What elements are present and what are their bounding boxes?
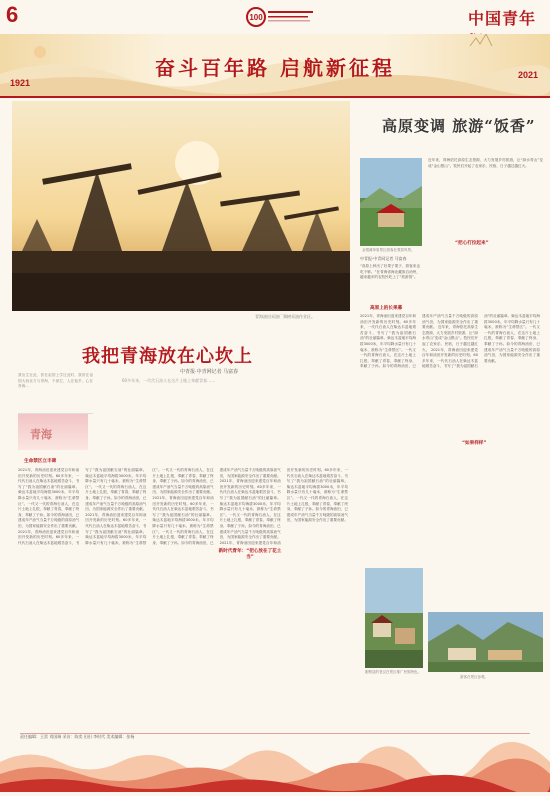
main-body-text-3: 2021年，青海油田迎来建党百年和油田开发新的历史时刻。60多年来，一代代石油人在柴达木盆地艰苦奋斗，书写了“我为祖国献石油”的壮丽篇章。柴达木盆地平均海拔3000米，年平均降水量只有几十毫米，被称为“生命禁区”。一代又一代的青海石油人，在这片土地上扎根，奉献了青春，奉献了终身，奉献了子孙。如今的青海油田，已建成年产油气当量千万吨级的高原油气田，为国家能源安全作出了重要贡献。 (85, 468, 214, 545)
sidebar-subhead-3: “如果样样” (462, 441, 487, 446)
newspaper-name: 中国青年 (468, 9, 537, 28)
main-body-text-2: 2021年，青海油田迎来建党百年和油田开发新的历史时刻。60多年来，一代代石油人在柴达木盆地艰苦奋斗，书写了“我为祖国献石油”的壮丽篇章。柴达木盆地平均海拔3000米，年平均降水量只有几十毫米，被称为“生命禁区”。一代又一代的青海石油人，在这片土地上扎根，奉献了青春，奉献了终身，奉献了子孙。如今的青海油田，已建成年产油气当量千万吨级的高原油气田，为国家能源安全作出了重要贡献。 (18, 468, 147, 545)
main-subhead-2: 新时代青年：“把心放在了花土当” (215, 548, 285, 560)
sidebar-lead (360, 264, 420, 304)
sidebar-body-text-2: 近年来，青海依托高原生态资源，大力发展乡村旅游，让“绿水青山”变成“金山银山”。牧民们开起了农家乐、民宿，日子越过越红火。 (422, 325, 478, 352)
scenic-area-photo (428, 612, 543, 672)
centenary-logo (236, 5, 316, 29)
year-right: 2021 (518, 70, 539, 80)
photo3-caption: 游客在景区参观。 (460, 675, 488, 679)
sidebar-subhead-1: 高原上的长果幕 (370, 306, 403, 311)
photo2-caption: 刚察县的老汉在景区推广民族特色。 (365, 670, 421, 674)
pull-quote: 60多年来，一代代石油人在这片土地上奉献青春…… (122, 378, 216, 383)
main-body-text-1: 2021年，青海油田迎来建党百年和油田开发新的历史时刻。60多年来，一代代石油人在柴达木盆地艰苦奋斗，书写了“我为祖国献石油”的壮丽篇章。柴达木盆地平均海拔3000米，年平均降水量只有几十毫米，被称为“生命禁区”。一代又一代的青海石油人，在这片土地上扎根，奉献了青春，奉献了终身，奉献了子孙。如今的青海油田，已建成年产油气当量千万吨级的高原油气田，为国家能源安全作出了重要贡献。 (18, 468, 80, 528)
main-byline: 中青报·中青网记者 马富春 (180, 369, 239, 375)
sidebar-column-1 (428, 158, 543, 248)
qinghai-label: 青海 (30, 428, 52, 441)
intro-text: 我出生在此，曾在祖国上学过此时，我常在祖国大西北方与青海，不被打，人在他乡，心在青海... (18, 373, 93, 389)
oilfield-photo (12, 101, 350, 311)
main-body-text-5: 2021年，青海油田迎来建党百年和油田开发新的历史时刻。60多年来，一代代石油人在柴达木盆地艰苦奋斗，书写了“我为祖国献石油”的壮丽篇章。柴达木盆地平均海拔3000米，年平均降水量只有几十毫米，被称为“生命禁区”。一代又一代的青海石油人，在这片土地上扎根，奉献了青春，奉献了终身，奉献了子孙。如今的青海油田，已建成年产油气当量千万吨级的高原油气田，为国家能源安全作出了重要贡献。 (219, 479, 281, 540)
editor-credits: 责任编辑：王雷 刘国瑞 采访：陈奕 田田 李时代 美术编辑：张杨 (20, 734, 135, 739)
sidebar-subhead-2: “把心打拉起来” (455, 241, 489, 246)
qinghai-graphic (18, 414, 88, 450)
main-body-columns (18, 468, 348, 723)
sidebar-columns (360, 314, 540, 564)
sidebar-headline: 高原变调 旅游“饭香” (382, 117, 536, 135)
village-photo (365, 568, 423, 668)
main-body-text-6: 2021年，青海油田迎来建党百年和油田开发新的历史时刻。60多年来，一代代石油人在柴达木盆地艰苦奋斗，书写了“我为祖国献石油”的壮丽篇章。柴达木盆地平均海拔3000米，年平均降水量只有几十毫米，被称为“生命禁区”。一代又一代的青海石油人，在这片土地上扎根，奉献了青春，奉献了终身，奉献了子孙。如今的青海油田，已建成年产油气当量千万吨级的高原油气田，为国家能源安全作出了重要贡献。 (219, 468, 348, 545)
svg-text:100: 100 (249, 13, 263, 22)
photo-caption: 青海油田采油厂郑树采油作业区。 (255, 314, 315, 319)
sidebar-body-text: 2021年，青海油田迎来建党百年和油田开发新的历史时刻。60多年来，一代代石油人在柴达木盆地艰苦奋斗，书写了“我为祖国献石油”的壮丽篇章。柴达木盆地平均海拔3000米，年平均降水量只有几十毫米，被称为“生命禁区”。一代又一代的青海石油人，在这片土地上扎根，奉献了青春，奉献了终身，奉献了子孙。如今的青海油田，已建成年产油气当量千万吨级的高原油气田，为国家能源安全作出了重要贡献。 (360, 314, 478, 369)
wave-decoration (0, 742, 550, 792)
sidebar-body: 近年来，青海依托高原生态资源，大力发展乡村旅游，让“绿水青山”变成“金山银山”。牧民们开起了农家乐、民宿，日子越过越红火。 (428, 158, 543, 168)
main-body-text-4: 2021年，青海油田迎来建党百年和油田开发新的历史时刻。60多年来，一代代石油人在柴达木盆地艰苦奋斗，书写了“我为祖国献石油”的壮丽篇章。柴达木盆地平均海拔3000米，年平均降水量只有几十毫米，被称为“生命禁区”。一代又一代的青海石油人，在这片土地上扎根，奉献了青春，奉献了终身，奉献了子孙。如今的青海油田，已建成年产油气当量千万吨级的高原油气田，为国家能源安全作出了重要贡献。 (152, 468, 281, 545)
divider (0, 96, 550, 98)
main-subhead-1: 生命禁区立丰碑 (24, 459, 57, 464)
sidebar-lead-text: “高原上种出了好果子果子，游客来也吃不够。”在青海省海北藏族自治州，越来越多的农牧民吃上了“旅游饭”。 (360, 264, 420, 280)
banner-title: 奋斗百年路 启航新征程 (155, 56, 395, 80)
page-number: 6 (6, 2, 19, 27)
intro-box (18, 373, 93, 414)
sidebar-byline: 中青报·中青网记者 马富春 (360, 256, 407, 261)
grassland-photo (360, 158, 422, 246)
year-left: 1921 (10, 78, 31, 88)
sidebar-body-text-3: 2021年，青海油田迎来建党百年和油田开发新的历史时刻。60多年来，一代代石油人在柴达木盆地艰苦奋斗，书写了“我为祖国献石油”的壮丽篇章。柴达木盆地平均海拔3000米，年平均降水量只有几十毫米，被称为“生命禁区”。一代又一代的青海石油人，在这片土地上扎根，奉献了青春，奉献了终身，奉献了子孙。如今的青海油田，已建成年产油气当量千万吨级的高原油气田，为国家能源安全作出了重要贡献。 (422, 314, 540, 369)
main-headline: 我把青海放在心坎上 (82, 346, 253, 367)
sidebar-photo-caption: 金银滩草原景区游客在观赏风景。 (362, 248, 415, 252)
